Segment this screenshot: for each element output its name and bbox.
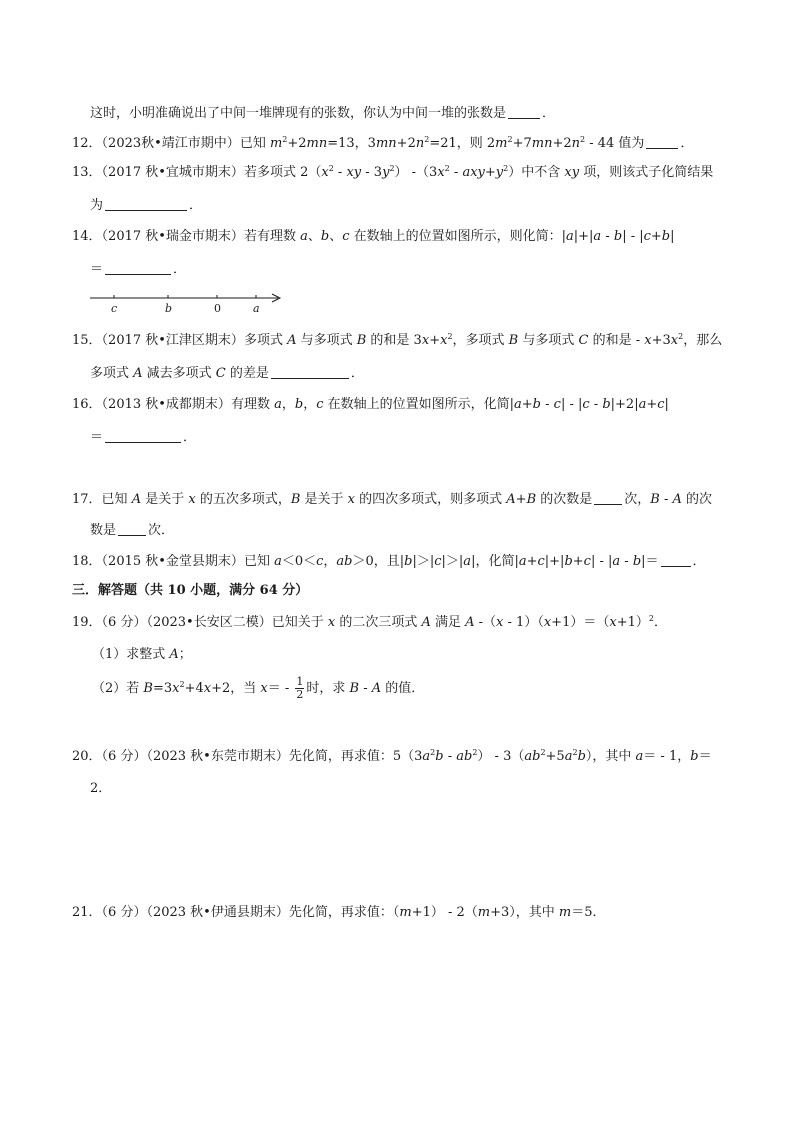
question-20: 20．（6 分）（2023 秋•东莞市期末）先化简，再求值：$5(3a^2b - ab^2) - 3(ab^2+5a^2b)$，其中 a＝ - 1，b＝ [72, 748, 712, 764]
section-3-heading: 三．解答题（共 10 小题，满分 64 分） [72, 583, 309, 598]
number-line-figure [88, 290, 288, 318]
question-19-part1: （1）求整式 A； [92, 647, 192, 662]
question-13: 13．（2017 秋•宜城市期末）若多项式 $2(x^2$ - xy - $3y^2$） $-(3x^2 - axy+y^2)$中不含 xy 项，则该式子化简结果 [72, 164, 714, 180]
label-zero: 0 [214, 302, 221, 315]
label-c: c [111, 302, 118, 315]
answer-blank [118, 521, 146, 536]
fraction-one-half: $\frac{1}{2}$ [296, 675, 304, 701]
question-16: 16．（2013 秋•成都期末）有理数 a，b，c 在数轴上的位置如图所示，化简|a+b - c| - |c - b|+2|a+c| [72, 397, 669, 412]
question-14-line2: ＝ ． [90, 262, 187, 277]
answer-blank [661, 552, 691, 567]
answer-blank [105, 196, 187, 211]
answer-blank [594, 490, 622, 505]
answer-blank [105, 428, 181, 443]
question-19: 19．（6 分）（2023•长安区二模）已知关于 x 的二次三项式 A 满足 A $-(x - 1)(x+1)=(x+1)^2$． [72, 614, 667, 630]
answer-blank [271, 364, 349, 379]
label-b: b [165, 302, 173, 315]
question-12: 12．（2023秋•靖江市期中）已知 $m^2+2mn=13$，$3mn+2n^2=21$，则 $2m^2+7mn+2n^2 - 44$ 值为 ． [72, 135, 694, 151]
question-16-line2: ＝ ． [90, 430, 197, 445]
question-18: 18．（2015 秋•金堂县期末）已知 a＜0＜c，ab＞0，且|b|＞|c|＞|a|，化简|a+c|+|b+c| - |a - b|＝ ． [72, 554, 706, 569]
question-17-line2: 数是 次． [90, 523, 175, 538]
question-19-part2: （2）若 $B=3x^2+4x+2$，当 x＝ - $\frac{1}{2}$ 时，求 B - A 的值． [92, 675, 425, 701]
question-14: 14．（2017 秋•瑞金市期末）若有理数 a、b、c 在数轴上的位置如图所示，则化简：|a|+|a - b| - |c+b| [72, 229, 675, 244]
answer-blank [646, 134, 678, 149]
question-13-line2: 为 ． [90, 198, 203, 213]
question-21: 21．（6 分）（2023 秋•伊通县期末）先化简，再求值：（m+1） - 2（m+3），其中 m＝5． [72, 905, 606, 920]
answer-blank [105, 260, 171, 275]
question-15-line2: 多项式 A 减去多项式 C 的差是 ． [90, 366, 364, 381]
question-15: 15．（2017 秋•江津区期末）多项式 A 与多项式 B 的和是 $3x+x^2$，多项式 B 与多项式 C 的和是 - $x+3x^2$，那么 [72, 332, 723, 348]
answer-blank [508, 104, 540, 119]
question-20-line2: 2． [90, 781, 112, 796]
question-17: 17．已知 A 是关于 x 的五次多项式，B 是关于 x 的四次多项式，则多项式 A+B 的次数是 次，B - A 的次 [72, 492, 713, 507]
label-a: a [253, 302, 260, 315]
q11-continuation: 这时，小明准确说出了中间一堆牌现有的张数，你认为中间一堆的张数是 ． [90, 106, 556, 121]
